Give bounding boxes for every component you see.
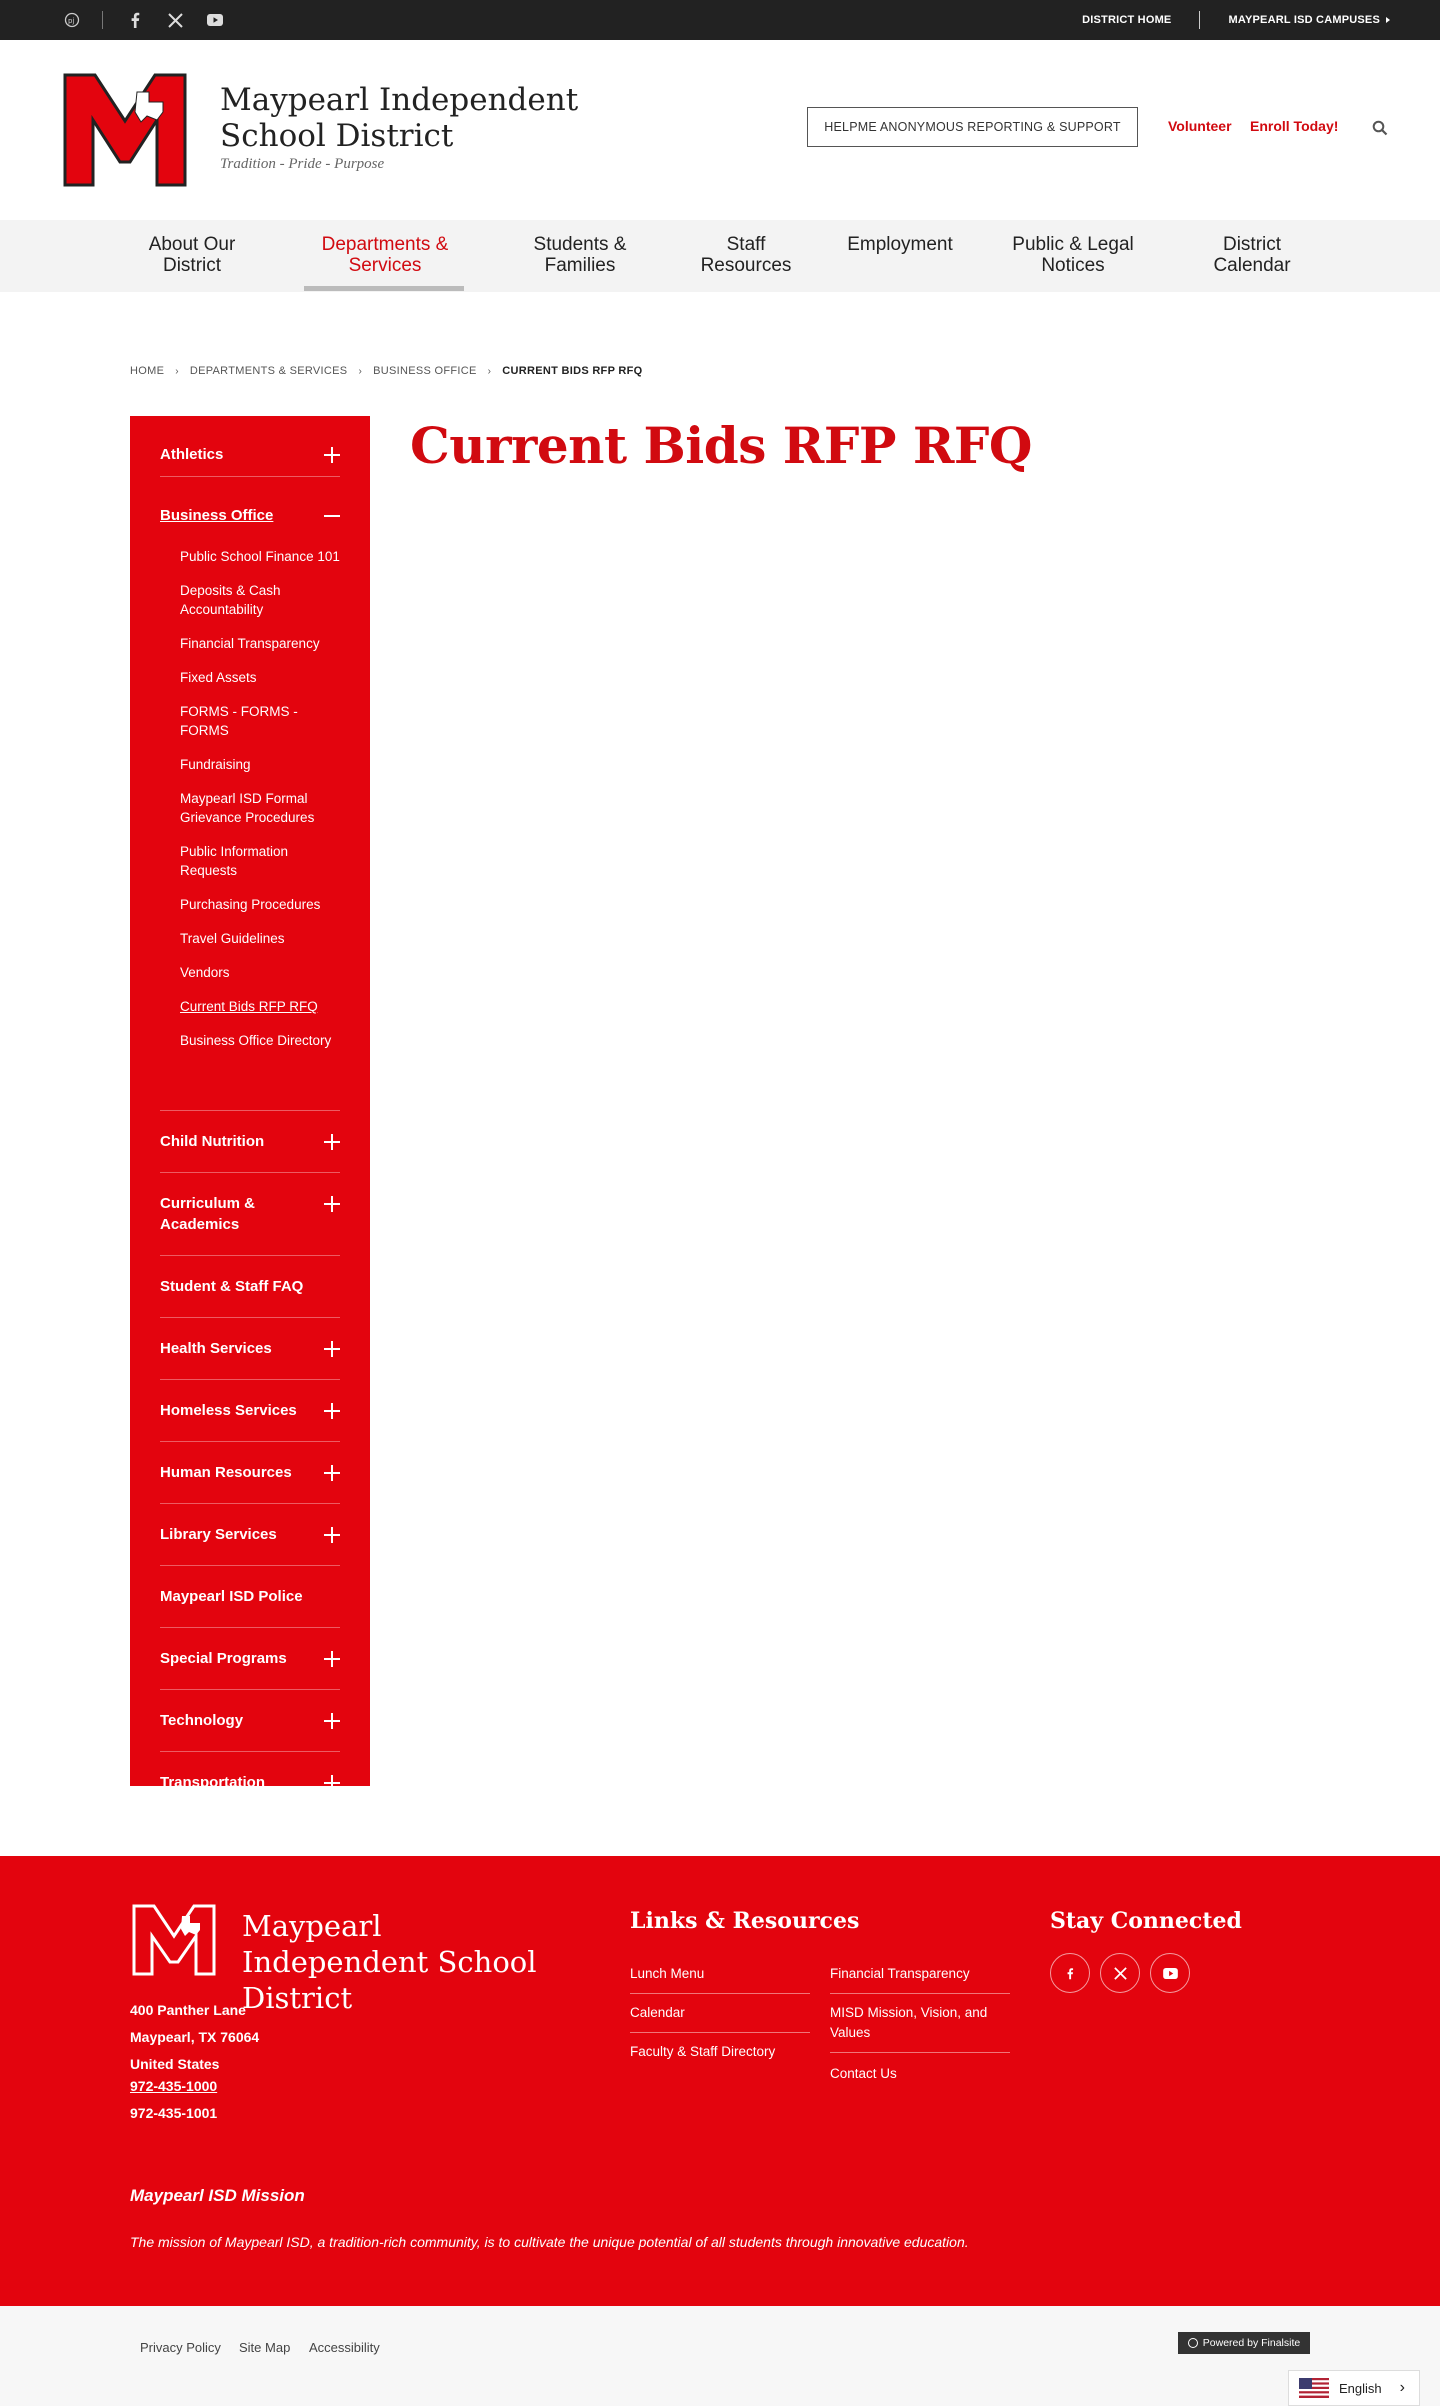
breadcrumb-home[interactable]: HOME — [130, 365, 165, 377]
sidebar-item-health[interactable] — [160, 1318, 340, 1380]
sidebar-item-label: Maypearl ISD Police — [160, 1588, 303, 1605]
caret-right-icon — [1386, 17, 1390, 23]
enroll-link[interactable]: Enroll Today! — [1250, 118, 1339, 134]
plus-icon[interactable] — [324, 1527, 340, 1543]
footer-logo[interactable] — [132, 1904, 216, 1976]
volunteer-link[interactable]: Volunteer — [1168, 118, 1232, 134]
sidebar-item-label: Health Services — [160, 1340, 272, 1357]
sidebar-item-label: Homeless Services — [160, 1402, 297, 1419]
footer-link[interactable]: MISD Mission, Vision, and Values — [830, 2005, 988, 2040]
accessibility-link[interactable]: Accessibility — [309, 2340, 380, 2355]
top-social-links — [62, 10, 245, 30]
plus-icon[interactable] — [324, 1713, 340, 1729]
sidebar-subitem[interactable]: Fixed Assets — [180, 670, 257, 685]
sidebar-subitem[interactable]: Vendors — [180, 965, 230, 980]
divider — [1199, 11, 1200, 29]
plus-icon[interactable] — [324, 447, 340, 463]
sidebar-subitem[interactable]: Public Information Requests — [180, 844, 289, 878]
chevron-right-icon: › — [358, 365, 363, 377]
footer-link[interactable]: Financial Transparency — [830, 1966, 970, 1981]
footer-fax: 972-435-1001 — [130, 2105, 218, 2121]
sidebar-item-police[interactable] — [160, 1566, 340, 1628]
plus-icon[interactable] — [324, 1775, 340, 1791]
breadcrumb-current: CURRENT BIDS RFP RFQ — [502, 365, 643, 377]
divider — [102, 11, 103, 29]
campuses-label: MAYPEARL ISD CAMPUSES — [1228, 14, 1380, 26]
facebook-icon[interactable] — [1050, 1953, 1090, 1993]
district-logo[interactable] — [62, 72, 188, 188]
divider — [830, 1993, 1010, 1994]
mission-heading: Maypearl ISD Mission — [130, 2186, 305, 2205]
site-title[interactable]: Maypearl Independent School District — [220, 82, 579, 154]
footer-link[interactable]: Contact Us — [830, 2066, 897, 2081]
sidebar-subitem-current[interactable]: Current Bids RFP RFQ — [180, 999, 318, 1014]
stay-connected-heading: Stay Connected — [1050, 1908, 1242, 1934]
sidebar-item-curriculum[interactable] — [160, 1173, 340, 1256]
campuses-dropdown[interactable] — [1228, 14, 1390, 26]
plus-icon[interactable] — [324, 1341, 340, 1357]
chevron-right-icon: › — [487, 365, 492, 377]
breadcrumb-business-office[interactable]: BUSINESS OFFICE — [373, 365, 477, 377]
breadcrumb-departments[interactable]: DEPARTMENTS & SERVICES — [189, 365, 348, 377]
chevron-right-icon: › — [175, 365, 179, 377]
sidebar-item-label: Athletics — [160, 446, 224, 463]
footer-country: United States — [130, 2056, 220, 2072]
sidebar-item-label[interactable]: Business Office — [160, 507, 274, 524]
sidebar-subitem[interactable]: FORMS - FORMS - FORMS — [180, 704, 298, 738]
nav-departments[interactable]: Departments & Services — [321, 234, 449, 276]
sidebar-subitem[interactable]: Travel Guidelines — [180, 931, 285, 946]
utility-links — [1082, 0, 1390, 40]
footer-title: Maypearl Independent School District — [242, 1909, 537, 2015]
youtube-icon[interactable] — [205, 10, 225, 30]
breadcrumb — [130, 365, 643, 377]
plus-icon[interactable] — [324, 1651, 340, 1667]
plus-icon[interactable] — [324, 1403, 340, 1419]
district-home-link[interactable]: DISTRICT HOME — [1082, 14, 1172, 26]
sidebar-item-library[interactable] — [160, 1504, 340, 1566]
x-icon[interactable] — [165, 10, 185, 30]
legal-bar — [0, 2306, 1440, 2406]
language-selector[interactable] — [1288, 2370, 1420, 2406]
sidebar-item-label: Transportation — [160, 1774, 266, 1791]
footer-phone-link[interactable]: 972-435-1000 — [130, 2078, 218, 2094]
sidebar-item-athletics[interactable] — [160, 416, 340, 477]
sidebar-subitem[interactable]: Maypearl ISD Formal Grievance Procedures — [180, 791, 315, 825]
sidebar-item-label: Child Nutrition — [160, 1133, 265, 1150]
sidebar-item-homeless[interactable] — [160, 1380, 340, 1442]
mission-text: The mission of Maypearl ISD, a tradition-rich community, is to cultivate the unique potential of all students through innovative education. — [130, 2234, 969, 2250]
sidebar-item-transportation[interactable] — [160, 1752, 340, 1791]
links-heading: Links & Resources — [630, 1908, 860, 1934]
utility-bar — [0, 0, 1440, 40]
nav-about[interactable]: About Our District — [148, 234, 236, 276]
language-label: English — [1339, 2380, 1382, 2396]
nav-public-legal[interactable]: Public & Legal Notices — [1012, 234, 1134, 276]
sidebar-item-special-programs[interactable] — [160, 1628, 340, 1690]
footer-address-line1: 400 Panther Lane — [130, 2002, 246, 2018]
sidebar-item-label: Special Programs — [160, 1650, 287, 1667]
minus-icon[interactable] — [324, 508, 340, 524]
site-tagline: Tradition - Pride - Purpose — [220, 156, 385, 172]
nav-employment[interactable]: Employment — [847, 234, 953, 255]
sidebar-item-label: Human Resources — [160, 1464, 292, 1481]
sidebar-subitem[interactable]: Deposits & Cash Accountability — [180, 583, 281, 617]
chevron-right-icon: › — [1399, 2379, 1405, 2396]
sidebar-subitem[interactable]: Financial Transparency — [180, 636, 320, 651]
sidebar-subitem[interactable]: Public School Finance 101 — [180, 549, 340, 564]
section-sidebar — [130, 416, 370, 1791]
divider — [630, 1993, 810, 1994]
sidebar-item-child-nutrition[interactable] — [160, 1111, 340, 1173]
divider — [830, 2052, 1010, 2053]
plus-icon[interactable] — [324, 1196, 340, 1212]
svg-text:pj: pj — [68, 17, 75, 25]
sidebar-subitem[interactable]: Business Office Directory — [180, 1033, 332, 1048]
finalsite-icon — [1188, 2338, 1198, 2348]
sidebar-subitem[interactable]: Fundraising — [180, 757, 251, 772]
sidebar-item-faq[interactable] — [160, 1256, 340, 1318]
nav-calendar[interactable]: District Calendar — [1213, 234, 1291, 276]
powered-by-label: Powered by Finalsite — [1202, 2337, 1301, 2349]
footer-link[interactable]: Faculty & Staff Directory — [630, 2044, 776, 2059]
facebook-icon[interactable] — [125, 10, 145, 30]
footer-address-line2: Maypearl, TX 76064 — [130, 2029, 260, 2045]
site-footer — [0, 1856, 1440, 2306]
plus-icon[interactable] — [324, 1465, 340, 1481]
privacy-policy-link[interactable]: Privacy Policy — [140, 2340, 221, 2355]
footer-link[interactable]: Calendar — [630, 2005, 685, 2020]
footer-link[interactable]: Lunch Menu — [630, 1966, 705, 1981]
powered-by-badge[interactable] — [1178, 2332, 1310, 2354]
sidebar-item-technology[interactable] — [160, 1690, 340, 1752]
sidebar-subitem[interactable]: Purchasing Procedures — [180, 897, 321, 912]
plus-icon[interactable] — [324, 1134, 340, 1150]
sidebar-item-label: Student & Staff FAQ — [160, 1278, 304, 1295]
nav-students[interactable]: Students & Families — [533, 234, 627, 276]
us-flag-icon — [1299, 2378, 1329, 2398]
site-header — [0, 40, 1440, 220]
divider — [630, 2032, 810, 2033]
x-icon[interactable] — [1100, 1953, 1140, 1993]
main-nav — [0, 220, 1440, 292]
sidebar-item-label: Curriculum & Academics — [160, 1195, 256, 1233]
helpme-button[interactable]: HELPME ANONYMOUS REPORTING & SUPPORT — [807, 107, 1138, 147]
search-icon[interactable] — [1372, 120, 1388, 136]
sidebar-item-label: Library Services — [160, 1526, 277, 1543]
page-title: Current Bids RFP RFQ — [410, 416, 1032, 475]
nav-staff[interactable]: Staff Resources — [700, 234, 792, 276]
peachjar-icon[interactable] — [62, 10, 82, 30]
sidebar-item-label: Technology — [160, 1712, 244, 1729]
sidebar-item-hr[interactable] — [160, 1442, 340, 1504]
site-map-link[interactable]: Site Map — [239, 2340, 291, 2355]
nav-active-indicator — [304, 286, 464, 291]
youtube-icon[interactable] — [1150, 1953, 1190, 1993]
